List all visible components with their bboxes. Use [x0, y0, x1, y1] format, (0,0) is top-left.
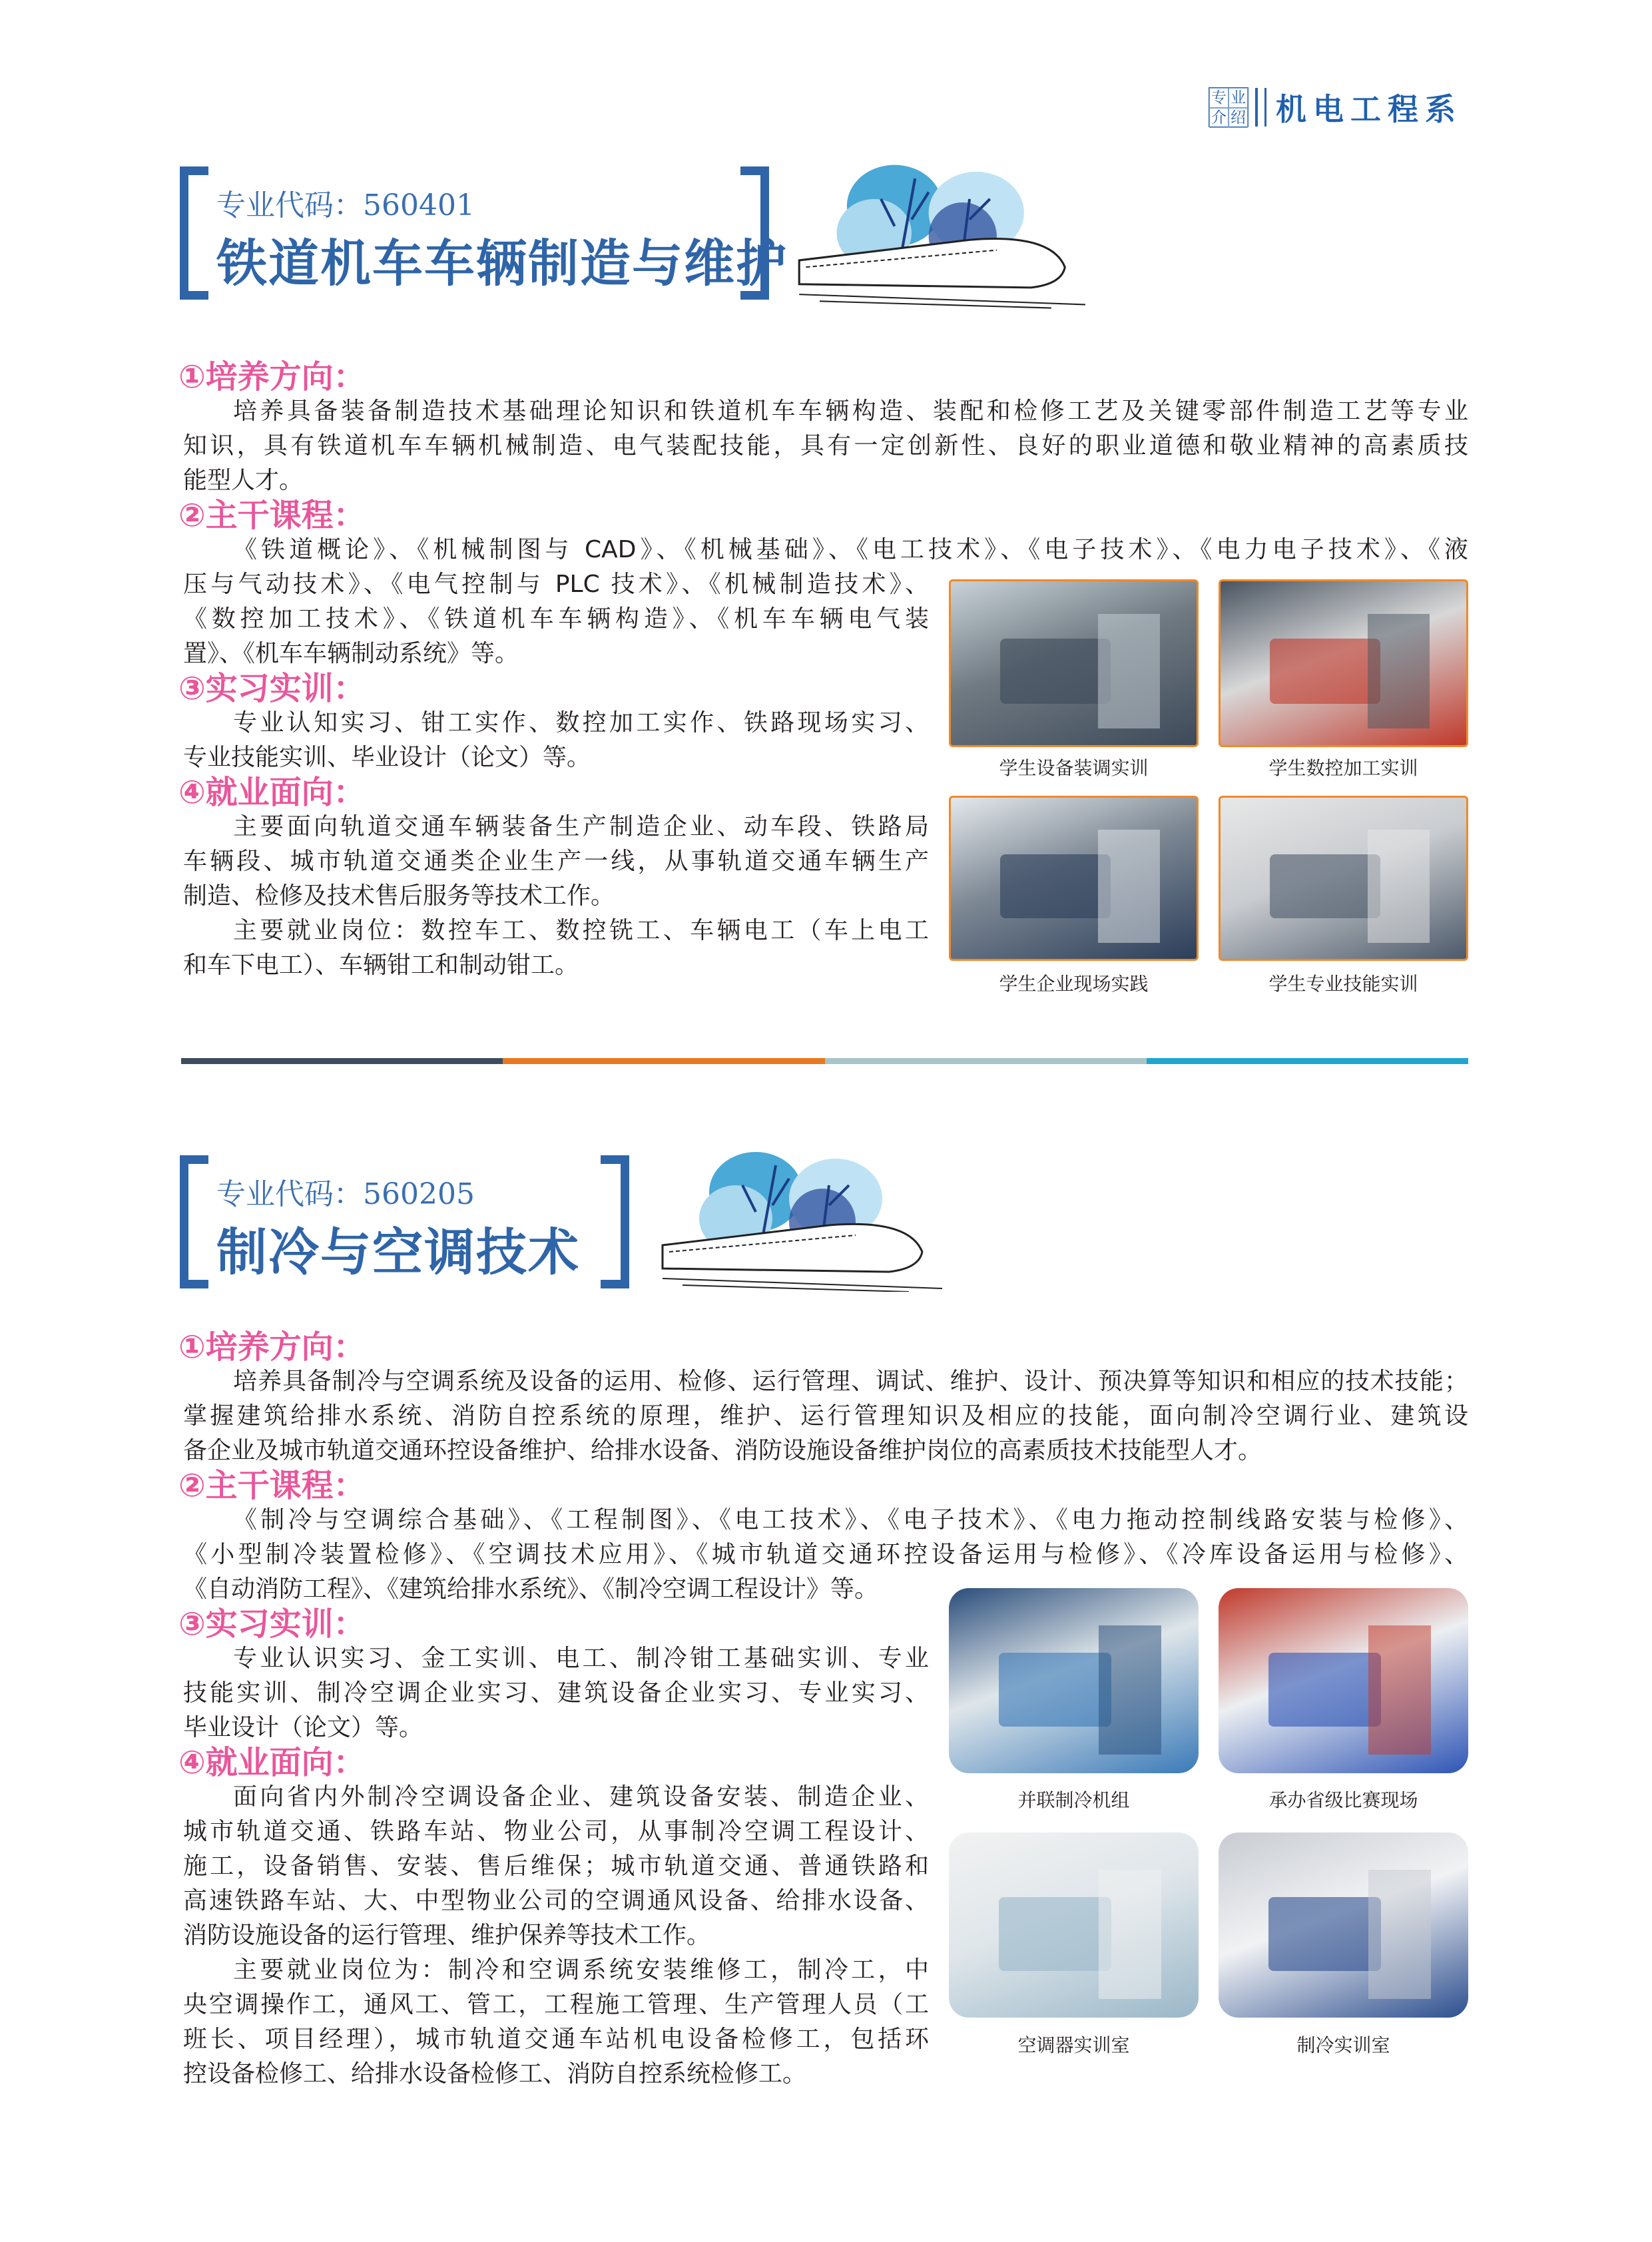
train-illustration — [792, 156, 1085, 310]
badge-char: 专 — [1209, 88, 1229, 108]
body-text-line: 毕业设计（论文）等。 — [183, 1714, 423, 1741]
body-text-line: 培养具备制冷与空调系统及设备的运用、检修、运行管理、调试、维护、设计、预决算等知识和相应的技术技能； — [233, 1368, 1468, 1395]
body-text-line: 专业认知实习、钳工实作、数控加工实作、铁路现场实习、 — [233, 709, 929, 736]
body-text-line: 培养具备装备制造技术基础理论知识和铁道机车车辆构造、装配和检修工艺及关键零部件制造工艺等专业 — [233, 398, 1468, 425]
photo-caption: 学生设备装调实训 — [999, 757, 1149, 779]
divider-segment — [825, 1058, 1147, 1064]
photo — [949, 796, 1199, 961]
logo-divider — [1255, 88, 1266, 127]
body-text-line: 技能实训、制冷空调企业实习、建筑设备企业实习、专业实习、 — [183, 1679, 929, 1707]
section-heading: ④就业面向： — [178, 774, 366, 811]
photo-caption: 承办省级比赛现场 — [1268, 1789, 1418, 1811]
body-text-line: 《铁道概论》、《机械制图与 CAD》、《机械基础》、《电工技术》、《电子技术》、《电力电子技术》、《液 — [233, 536, 1468, 563]
department-logo — [1209, 85, 1462, 129]
section-heading: ①培养方向： — [178, 1328, 366, 1366]
section-heading: ④就业面向： — [178, 1744, 366, 1781]
body-text-line: 置》、《机车车辆制动系统》等。 — [183, 640, 519, 667]
photo-caption: 制冷实训室 — [1296, 2034, 1390, 2056]
photo — [1219, 796, 1468, 961]
major-code: 专业代码：560401 — [216, 188, 475, 222]
bracket-left — [180, 1155, 208, 1288]
body-text-line: 专业技能实训、毕业设计（论文）等。 — [183, 744, 591, 771]
body-text-line: 压与气动技术》、《电气控制与 PLC 技术》、《机械制造技术》、 — [183, 571, 929, 598]
badge-char: 绍 — [1229, 108, 1248, 128]
photo-caption: 学生数控加工实训 — [1268, 757, 1418, 779]
photo — [1219, 1588, 1468, 1773]
photo — [1219, 1832, 1468, 2018]
body-text-line: 和车下电工）、车辆钳工和制动钳工。 — [183, 952, 579, 979]
department-name: 机电工程系 — [1276, 91, 1462, 127]
divider-segment — [503, 1058, 824, 1064]
major-code: 专业代码：560205 — [216, 1177, 475, 1211]
photo — [1219, 579, 1468, 747]
train-illustration — [656, 1145, 942, 1292]
badge-char: 业 — [1229, 88, 1248, 108]
photo — [949, 1832, 1199, 2018]
divider-segment — [1147, 1058, 1468, 1064]
bracket-left — [180, 166, 208, 300]
body-text-line: 主要就业岗位：数控车工、数控铣工、车辆电工（车上电工 — [233, 917, 929, 944]
body-text-line: 《数控加工技术》、《铁道机车车辆构造》、《机车车辆电气装 — [183, 605, 929, 633]
body-text-line: 央空调操作工，通风工、管工，工程施工管理、生产管理人员（工 — [183, 1991, 929, 2018]
body-text-line: 备企业及城市轨道交通环控设备维护、给排水设备、消防设施设备维护岗位的高素质技术技能型人才。 — [183, 1437, 1262, 1464]
section-heading: ③实习实训： — [178, 1605, 366, 1643]
body-text-line: 车辆段、城市轨道交通类企业生产一线，从事轨道交通车辆生产 — [183, 848, 929, 875]
body-text-line: 《小型制冷装置检修》、《空调技术应用》、《城市轨道交通环控设备运用与检修》、《冷库设备运用与检修》、 — [183, 1541, 1468, 1568]
photo — [949, 1588, 1199, 1773]
body-text-line: 班长、项目经理），城市轨道交通车站机电设备检修工，包括环 — [183, 2026, 929, 2053]
body-text-line: 《自动消防工程》、《建筑给排水系统》、《制冷空调工程设计》等。 — [183, 1575, 879, 1603]
body-text-line: 面向省内外制冷空调设备企业、建筑设备安装、制造企业、 — [233, 1783, 929, 1811]
photo-caption: 学生专业技能实训 — [1268, 973, 1418, 995]
photo — [949, 579, 1199, 747]
photo-caption: 并联制冷机组 — [1017, 1789, 1130, 1811]
body-text-line: 控设备检修工、给排水设备检修工、消防自控系统检修工。 — [183, 2060, 807, 2088]
body-text-line: 知识，具有铁道机车车辆机械制造、电气装配技能，具有一定创新性、良好的职业道德和敬业精神的高素质技 — [183, 432, 1468, 459]
body-text-line: 《制冷与空调综合基础》、《工程制图》、《电工技术》、《电子技术》、《电力拖动控制线路安装与检修》、 — [233, 1506, 1468, 1534]
section-heading: ③实习实训： — [178, 670, 366, 707]
body-text-line: 主要面向轨道交通车辆装备生产制造企业、动车段、铁路局 — [233, 813, 929, 840]
divider-segment — [181, 1058, 503, 1064]
body-text-line: 高速铁路车站、大、中型物业公司的空调通风设备、给排水设备、 — [183, 1887, 929, 1914]
body-text-line: 掌握建筑给排水系统、消防自控系统的原理，维护、运行管理知识及相应的技能，面向制冷空调行业、建筑设 — [183, 1402, 1468, 1430]
section-heading: ①培养方向： — [178, 358, 366, 396]
photo-caption: 空调器实训室 — [1017, 2034, 1130, 2056]
body-text-line: 制造、检修及技术售后服务等技术工作。 — [183, 882, 615, 910]
body-text-line: 消防设施设备的运行管理、维护保养等技术工作。 — [183, 1922, 711, 1949]
major-title: 铁道机车车辆制造与维护 — [216, 234, 788, 293]
section-heading: ②主干课程： — [178, 497, 366, 534]
badge-char: 介 — [1209, 108, 1229, 128]
body-text-line: 专业认识实习、金工实训、电工、制冷钳工基础实训、专业 — [233, 1645, 929, 1672]
intro-badge — [1209, 87, 1248, 127]
section-heading: ②主干课程： — [178, 1467, 366, 1504]
bracket-right — [601, 1155, 629, 1288]
body-text-line: 施工，设备销售、安装、售后维保；城市轨道交通、普通铁路和 — [183, 1852, 929, 1880]
major-title: 制冷与空调技术 — [216, 1223, 580, 1282]
body-text-line: 城市轨道交通、铁路车站、物业公司，从事制冷空调工程设计、 — [183, 1818, 929, 1845]
body-text-line: 能型人才。 — [183, 467, 304, 494]
photo-caption: 学生企业现场实践 — [999, 973, 1149, 995]
body-text-line: 主要就业岗位为：制冷和空调系统安装维修工，制冷工，中 — [233, 1956, 929, 1984]
